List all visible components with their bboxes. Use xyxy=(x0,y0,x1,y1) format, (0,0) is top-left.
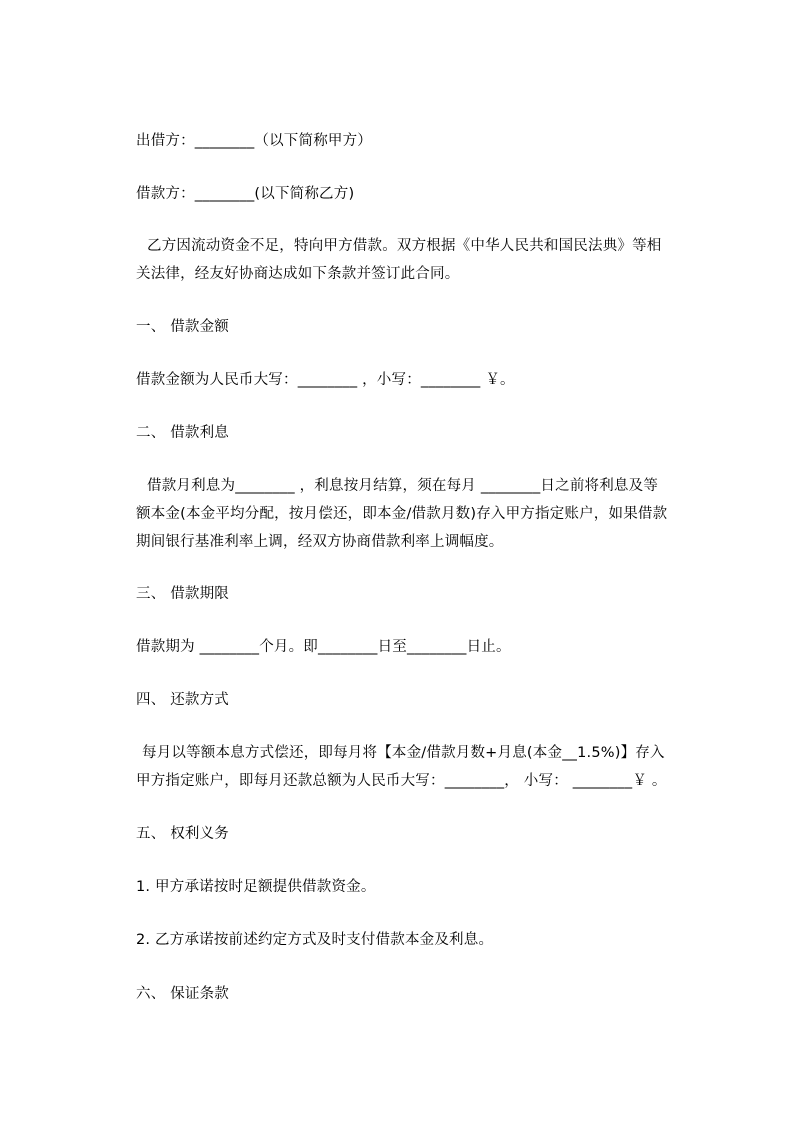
intro-line-1: 乙方因流动资金不足，特向甲方借款。双方根据《中华人民共和国民法典》等相 xyxy=(147,238,662,254)
section-5-item-1: 1. 甲方承诺按时足额提供借款资金。 xyxy=(136,879,376,895)
section-1-heading: 一、 借款金额 xyxy=(136,319,230,335)
section-2-heading: 二、 借款利息 xyxy=(136,425,230,441)
section-2-body-line-2: 额本金(本金平均分配，按月偿还，即本金/借款月数)存入甲方指定账户，如果借款 xyxy=(136,506,668,522)
section-4-body-line-1: 每月以等额本息方式偿还，即每月将【本金/借款月数+月息(本金__1.5%)】存入 xyxy=(142,745,665,761)
borrower-line: 借款方：________(以下简称乙方) xyxy=(136,186,355,202)
section-3-heading: 三、 借款期限 xyxy=(136,586,230,602)
section-1-body: 借款金额为人民币大写：________ ，小写：________ ￥。 xyxy=(136,372,515,388)
section-3-body: 借款期为 ________个月。即________日至________日止。 xyxy=(136,639,511,655)
lender-line: 出借方：________（以下简称甲方） xyxy=(136,133,372,149)
section-5-item-2: 2. 乙方承诺按前述约定方式及时支付借款本金及利息。 xyxy=(136,932,494,948)
section-2-body-line-1: 借款月利息为________ ，利息按月结算，须在每月 ________日之前将利息及等 xyxy=(147,478,659,494)
section-4-body-line-2: 甲方指定账户，即每月还款总额为人民币大写：________， 小写： ________￥ 。 xyxy=(136,773,667,789)
section-5-heading: 五、 权利义务 xyxy=(136,826,230,842)
section-4-heading: 四、 还款方式 xyxy=(136,692,230,708)
intro-line-2: 关法律，经友好协商达成如下条款并签订此合同。 xyxy=(136,266,460,282)
section-2-body-line-3: 期间银行基准利率上调，经双方协商借款利率上调幅度。 xyxy=(136,534,504,550)
section-6-heading: 六、 保证条款 xyxy=(136,986,230,1002)
